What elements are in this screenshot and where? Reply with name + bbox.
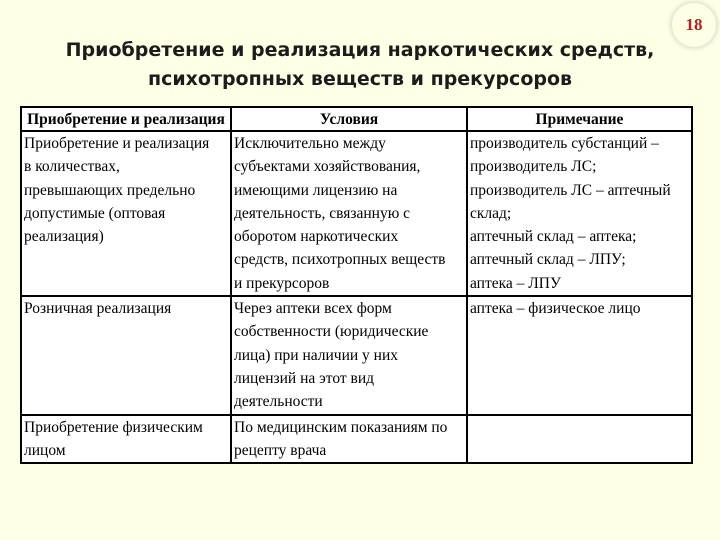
- cell-conditions: [231, 415, 467, 464]
- cell-text-line: аптечный склад – ЛПУ;: [470, 251, 626, 269]
- cell-text-line: Приобретение физическим: [24, 418, 203, 436]
- cell-text-line: лица) при наличии у них: [234, 346, 399, 364]
- cell-note: [467, 415, 692, 464]
- cell-text-line: аптечный склад – аптека;: [470, 228, 637, 246]
- cell-text-line: реализация): [24, 228, 104, 246]
- cell-text-line: Через аптеки всех форм: [234, 300, 392, 318]
- cell-text-line: рецепту врача: [234, 441, 327, 459]
- table-header-row: [21, 107, 692, 131]
- header-note: Примечание: [467, 107, 692, 131]
- cell-text-line: оборотом наркотических: [234, 228, 399, 246]
- cell-text-line: средств, психотропных веществ: [234, 251, 446, 269]
- cell-text-line: лицензий на этот вид: [234, 369, 375, 387]
- cell-text-line: в количествах,: [24, 158, 120, 176]
- cell-text-line: превышающих предельно: [24, 181, 196, 199]
- table-row: [21, 131, 692, 296]
- table-row: [21, 415, 692, 464]
- cell-text-line: склад;: [470, 204, 512, 222]
- cell-text-line: собственности (юридические: [234, 323, 429, 341]
- header-conditions: Условия: [231, 107, 467, 131]
- cell-text-line: деятельности: [234, 393, 323, 411]
- cell-text-line: аптека – физическое лицо: [470, 300, 641, 318]
- cell-text-line: Розничная реализация: [24, 300, 172, 318]
- cell-text-line: Исключительно между: [234, 135, 386, 152]
- cell-text-line: лицом: [24, 441, 66, 459]
- cell-text-line: Приобретение и реализация: [24, 135, 210, 152]
- slide-title: [30, 36, 690, 94]
- cell-acquisition: [21, 415, 231, 464]
- cell-conditions: [231, 296, 467, 414]
- cell-text-line: производитель ЛС – аптечный: [470, 181, 671, 199]
- cell-text-line: допустимые (оптовая: [24, 204, 166, 222]
- cell-conditions: [231, 131, 467, 296]
- cell-text-line: производитель субстанций –: [470, 135, 659, 152]
- page-number: 18: [685, 15, 703, 34]
- cell-text-line: имеющими лицензию на: [234, 181, 398, 199]
- cell-text-line: аптека – ЛПУ: [470, 274, 561, 292]
- cell-text-line: субъектами хозяйствования,: [234, 158, 421, 176]
- cell-acquisition: [21, 131, 231, 296]
- slide-title-line-1: Приобретение и реализация наркотических средств,: [65, 39, 655, 61]
- cell-acquisition: [21, 296, 231, 414]
- cell-text-line: производитель ЛС;: [470, 158, 597, 176]
- table-row: [21, 296, 692, 414]
- slide-title-line-2: психотропных веществ и прекурсоров: [147, 68, 573, 90]
- cell-note: [467, 131, 692, 296]
- cell-text-line: и прекурсоров: [234, 274, 330, 292]
- cell-text-line: деятельность, связанную с: [234, 204, 411, 222]
- header-acquisition: Приобретение и реализация: [21, 107, 231, 131]
- cell-text-line: По медицинским показаниям по: [234, 418, 448, 436]
- cell-note: [467, 296, 692, 414]
- rules-table: [20, 106, 693, 464]
